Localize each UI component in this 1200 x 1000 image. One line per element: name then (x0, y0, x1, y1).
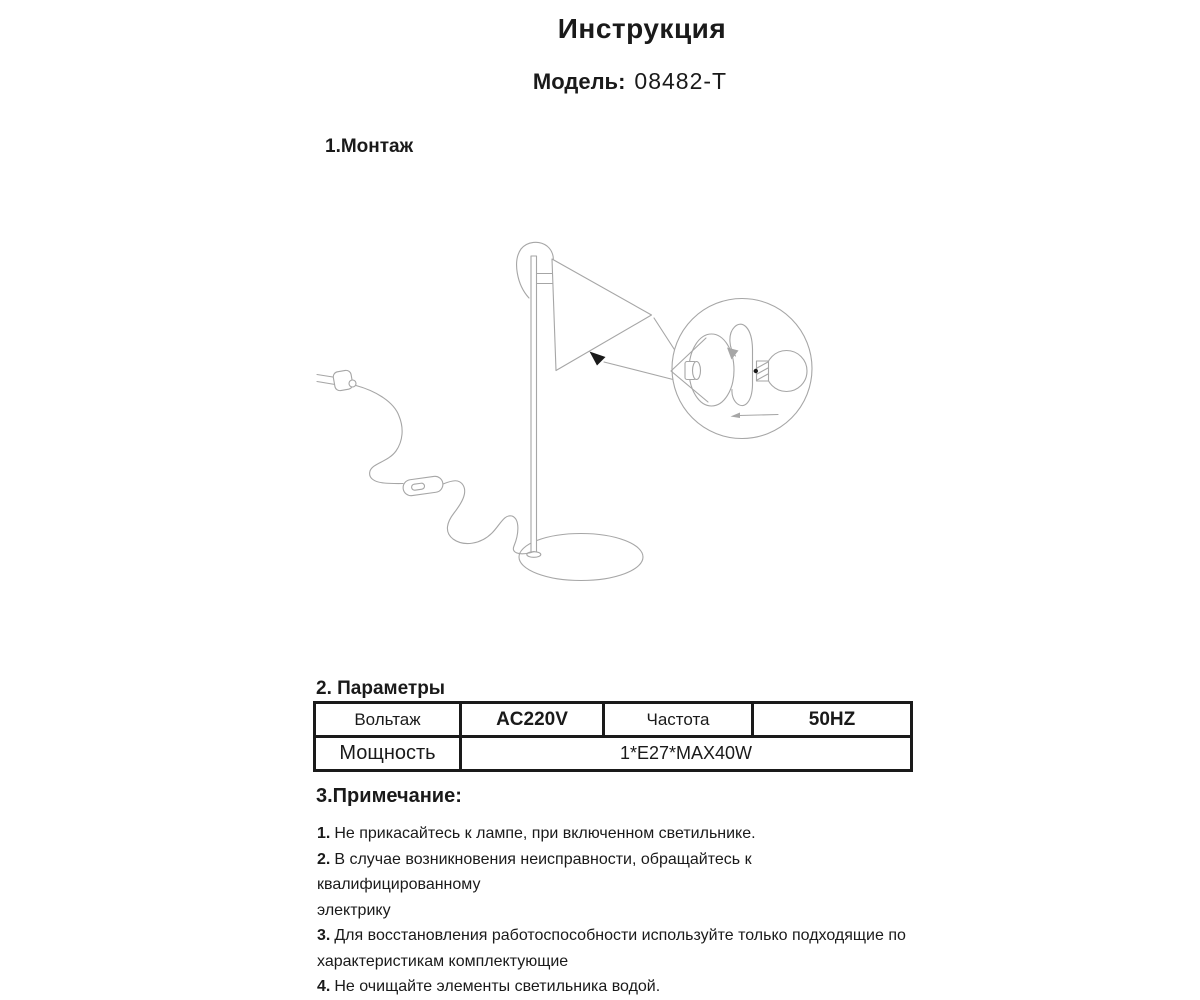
assembly-heading: 1.Монтаж (325, 136, 414, 157)
note-item (317, 847, 917, 924)
note-number: 4. (317, 978, 331, 995)
shade-bracket (537, 274, 555, 284)
power-value: 1*E27*MAX40W (461, 737, 912, 771)
callout-line-upper (654, 318, 676, 352)
note-item (317, 974, 917, 1000)
note-number: 1. (317, 825, 331, 842)
power-label: Мощность (315, 737, 461, 771)
plug-icon (317, 370, 356, 392)
lamp-socket (685, 362, 701, 380)
voltage-value: AC220V (461, 703, 604, 737)
notes-list (317, 821, 917, 1000)
note-number: 3. (317, 927, 331, 944)
frequency-value: 50HZ (753, 703, 912, 737)
note-number: 2. (317, 850, 331, 868)
table-row (315, 703, 912, 737)
lamp-pole (531, 256, 537, 553)
note-text: Для восстановления работоспособности используйте только подходящие по характеристикам комплектующие (317, 927, 906, 970)
voltage-label: Вольтаж (315, 703, 461, 737)
parameters-heading: 2. Параметры (316, 678, 446, 699)
callout-line-lower (604, 362, 673, 380)
power-cord-lower (443, 481, 534, 554)
lamp-shade (552, 259, 652, 371)
power-cord-upper (356, 386, 403, 484)
model-value: 08482-T (634, 68, 728, 94)
model-label: Модель: (532, 69, 626, 94)
note-item (317, 923, 917, 974)
parameters-table (313, 701, 913, 772)
lamp-assembly-illustration (300, 228, 880, 628)
pointer-arrow-icon (590, 352, 606, 366)
frequency-label: Частота (604, 703, 753, 737)
notes-heading: 3.Примечание: (316, 785, 462, 807)
table-row (315, 737, 912, 771)
note-text: Не очищайте элементы светильника водой. (334, 978, 661, 995)
note-text: В случае возникновения неисправности, обращайтесь к квалифицированному электрику (317, 850, 752, 919)
note-item (317, 821, 917, 847)
page-title: Инструкция (557, 13, 727, 44)
inline-switch (402, 475, 444, 496)
model-line (450, 68, 810, 95)
note-text: Не прикасайтесь к лампе, при включенном светильнике. (334, 825, 756, 842)
